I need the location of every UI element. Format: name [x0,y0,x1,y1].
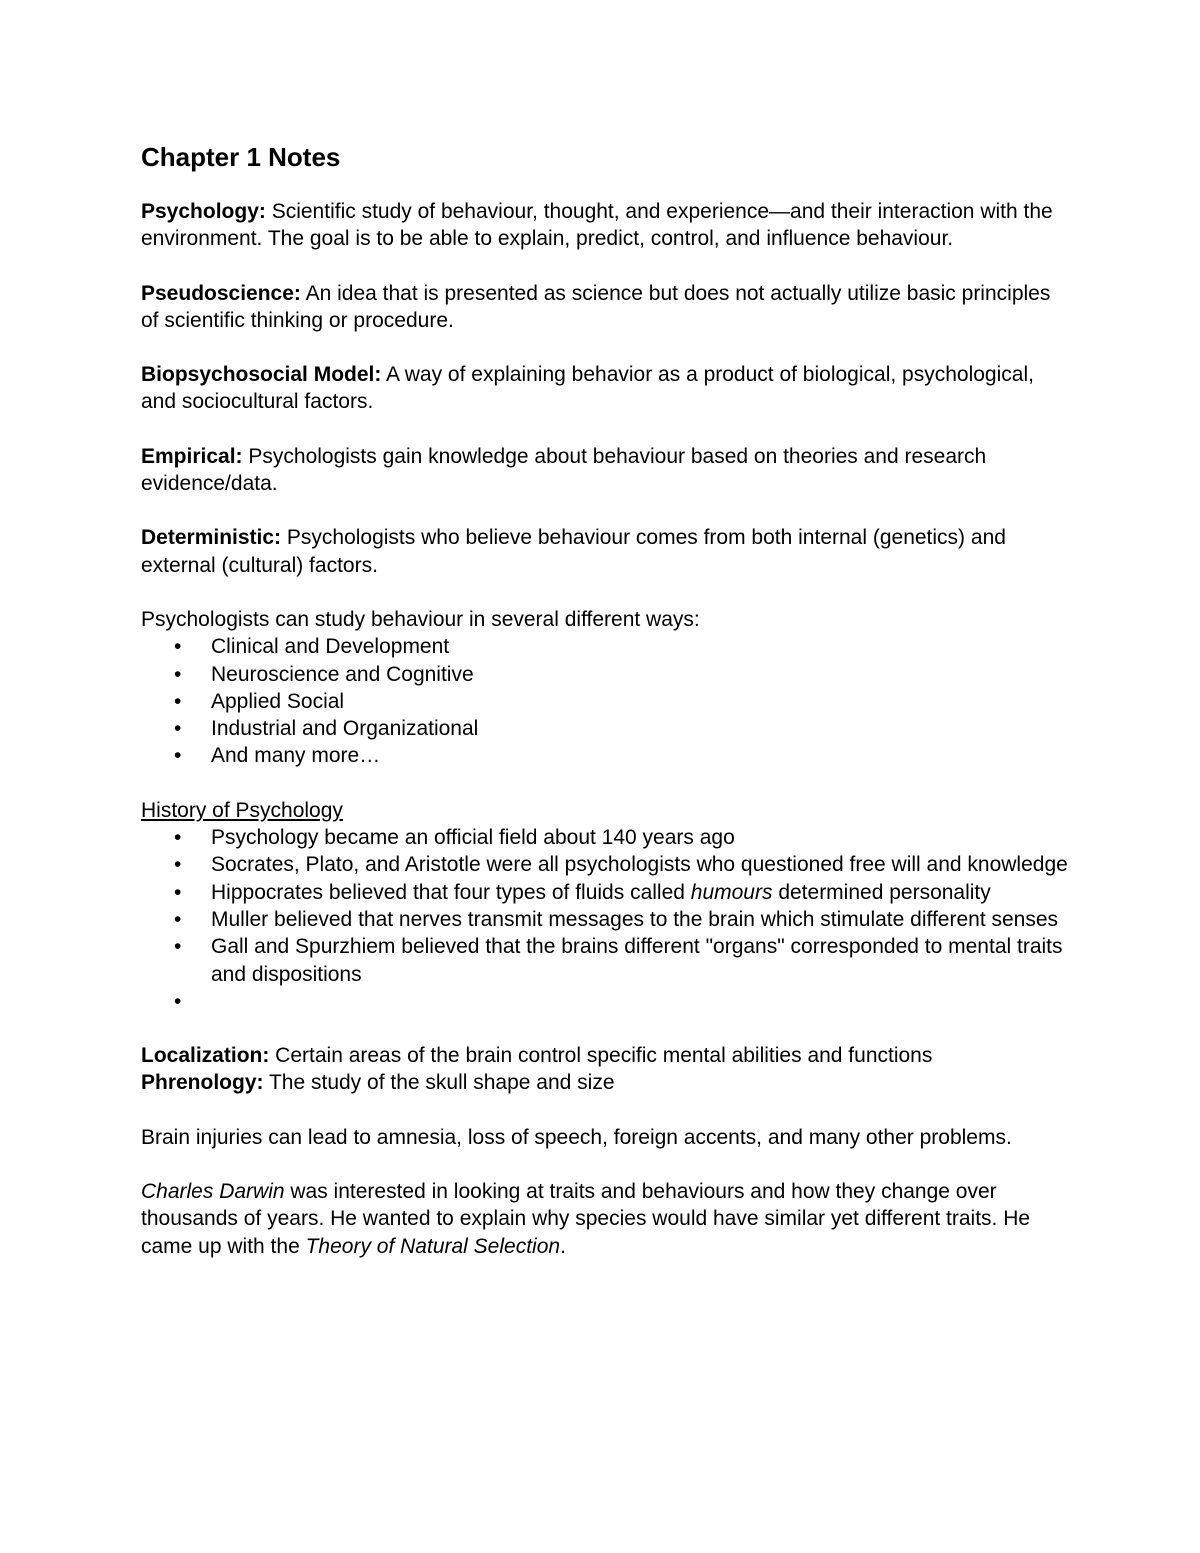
bullet-icon: • [174,635,182,659]
term-text: Psychologists who believe behaviour comes from both internal (genetics) and external (cultural) factors. [141,526,1006,577]
definition-pseudoscience [141,280,1071,335]
term-label: Pseudoscience: [141,281,301,305]
history-heading: History of Psychology [141,798,343,822]
term-label: Phrenology: [141,1071,264,1095]
page-title: Chapter 1 Notes [141,142,341,172]
definition-empirical [141,443,1071,498]
term-label: Deterministic: [141,526,282,550]
term-label: Empirical: [141,444,243,468]
term-text: Psychologists gain knowledge about behaviour based on theories and research evidence/data. [141,444,987,496]
bullet-icon: • [174,853,182,877]
definition-phrenology [141,1069,1071,1096]
bullet-icon: • [174,989,182,1013]
list-item: • Applied Social [141,688,1071,715]
history-list [141,824,1071,1015]
list-item: • Hippocrates believed that four types of fluids called humours determined personality [141,879,1071,906]
theory-name: Theory of Natural Selection [305,1234,561,1258]
bullet-icon: • [174,689,182,713]
list-item: • Clinical and Development [141,633,1071,660]
definition-deterministic [141,524,1071,579]
bullet-icon: • [174,907,182,931]
term-label: Biopsychosocial Model: [141,363,382,387]
list-item: • Neuroscience and Cognitive [141,661,1071,688]
darwin-name: Charles Darwin [141,1180,285,1204]
document-page [141,140,1071,1287]
definition-psychology [141,198,1071,253]
term-text: An idea that is presented as science but does not actually utilize basic principles of scientific thinking or procedure. [141,281,1051,332]
ways-list [141,633,1071,769]
ways-intro: Psychologists can study behaviour in several different ways: [141,607,700,631]
bullet-icon: • [174,935,182,959]
bullet-icon: • [174,717,182,741]
darwin-paragraph: Charles Darwin was interested in looking at traits and behaviours and how they change over thousands of years. He wanted to explain why species would have similar yet different traits. He came up with the Theory of Natural Selection. [141,1180,1031,1258]
list-item: • Psychology became an official field about 140 years ago [141,824,1071,851]
term-text: A way of explaining behavior as a product of biological, psychological, and sociocultural factors. [141,363,1034,414]
bullet-icon: • [174,662,182,686]
list-item: • Socrates, Plato, and Aristotle were all psychologists who questioned free will and knowledge [141,851,1071,878]
term-text: The study of the skull shape and size [263,1071,615,1095]
bullet-icon: • [174,826,182,850]
list-item: • Gall and Spurzhiem believed that the brains different "organs" corresponded to mental traits and dispositions [174,935,1063,986]
term-text: Scientific study of behaviour, thought, and experience—and their interaction with the environment. The goal is to be able to explain, predict, control, and influence behaviour. [141,200,1053,251]
brain-injuries-paragraph: Brain injuries can lead to amnesia, loss of speech, foreign accents, and many other problems. [141,1125,1012,1149]
term-label: Psychology: [141,200,266,223]
list-item: • And many more… [141,742,1071,769]
list-item: • Muller believed that nerves transmit messages to the brain which stimulate different senses [141,906,1071,933]
list-item: • Industrial and Organizational [141,715,1071,742]
bullet-icon: • [174,880,182,904]
term-text: Certain areas of the brain control specific mental abilities and functions [269,1044,933,1068]
definition-biopsychosocial-model [141,361,1071,416]
humours-term: humours [690,880,773,904]
list-item-empty [141,988,1071,1015]
bullet-icon: • [174,744,182,768]
term-label: Localization: [141,1044,270,1068]
definition-localization [141,1042,1071,1069]
